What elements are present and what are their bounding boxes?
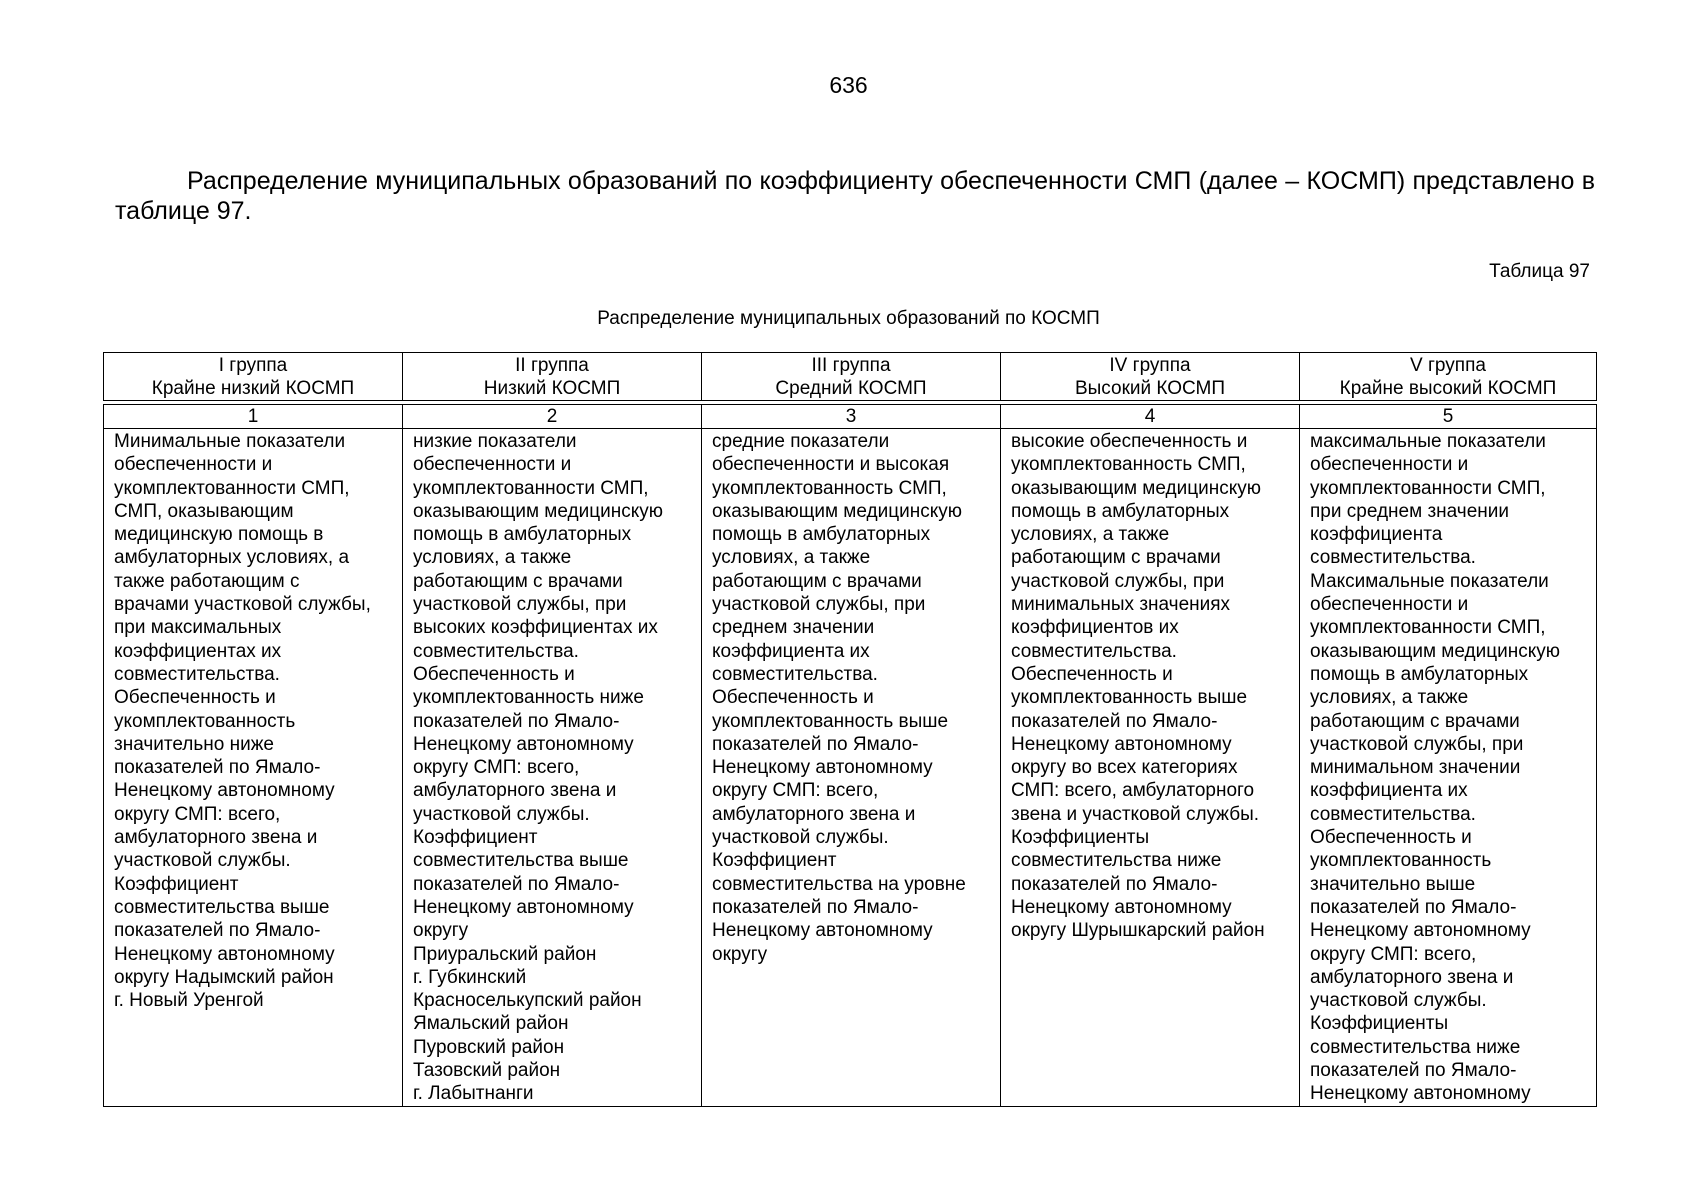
group-level: Низкий КОСМП bbox=[483, 378, 621, 399]
group-level: Средний КОСМП bbox=[775, 378, 927, 399]
column-number-row bbox=[104, 405, 1597, 429]
intro-paragraph bbox=[115, 166, 1595, 226]
group-description: средние показатели обеспеченности и высокая укомплектованность СМП, оказывающим медицинскую помощь в амбулаторных условиях, а также работающим с врачами участковой службы, при среднем значении коэффициента их совместительства. Обеспеченность и укомплектованность выше показателей по Ямало- Ненецкому автономному округу СМП: всего, амбулаторного звена и участковой службы. Коэффициент совместительства на уровне показателей по Ямало- Ненецкому автономному округу bbox=[712, 431, 966, 965]
column-number: 2 bbox=[403, 405, 702, 429]
page-number: 636 bbox=[829, 72, 868, 98]
body-cell-group-2 bbox=[403, 429, 702, 1107]
table-label: Таблица 97 bbox=[1489, 261, 1590, 282]
intro-text: Распределение муниципальных образований по коэффициенту обеспеченности СМП (далее – КОСМП) представлено в таблице 97. bbox=[115, 167, 1595, 225]
distribution-table bbox=[103, 352, 1597, 1107]
header-cell-group-2 bbox=[403, 353, 702, 401]
body-cell-group-1 bbox=[104, 429, 403, 1107]
column-number: 4 bbox=[1001, 405, 1300, 429]
group-name: V группа bbox=[1410, 355, 1486, 376]
table-header-row bbox=[104, 353, 1597, 401]
table-wrapper bbox=[103, 352, 1596, 1107]
header-cell-group-5 bbox=[1300, 353, 1597, 401]
group-description: Минимальные показатели обеспеченности и укомплектованности СМП, СМП, оказывающим медицинскую помощь в амбулаторных условиях, а также работающим с врачами участковой службы, при максимальных коэффициентах их совместительства. Обеспеченность и укомплектованность значительно ниже показателей по Ямало- Ненецкому автономному округу СМП: всего, амбулаторного звена и участковой службы. Коэффициент совместительства выше показателей по Ямало- Ненецкому автономному округу Надымский район г. Новый Уренгой bbox=[114, 431, 371, 1012]
table-body-row bbox=[104, 429, 1597, 1107]
header-cell-group-4 bbox=[1001, 353, 1300, 401]
group-description: низкие показатели обеспеченности и укомплектованности СМП, оказывающим медицинскую помощь в амбулаторных условиях, а также работающим с врачами участковой службы, при высоких коэффициентах их совместительства. Обеспеченность и укомплектованность ниже показателей по Ямало- Ненецкому автономному округу СМП: всего, амбулаторного звена и участковой службы. Коэффициент совместительства выше показателей по Ямало- Ненецкому автономному округу Приуральский район г. Губкинский Красноселькупский район Ямальский район Пуровский район Тазовский район г. Лабытнанги bbox=[413, 431, 663, 1105]
body-cell-group-5 bbox=[1300, 429, 1597, 1107]
header-cell-group-3 bbox=[702, 353, 1001, 401]
header-cell-group-1 bbox=[104, 353, 403, 401]
group-name: III группа bbox=[811, 355, 891, 376]
group-name: II группа bbox=[515, 355, 589, 376]
group-level: Высокий КОСМП bbox=[1074, 378, 1226, 399]
group-description: максимальные показатели обеспеченности и укомплектованности СМП, при среднем значении коэффициента совместительства. Максимальные показатели обеспеченности и укомплектованности СМП, оказывающим медицинскую помощь в амбулаторных условиях, а также работающим с врачами участковой службы, при минимальном значении коэффициента их совместительства. Обеспеченность и укомплектованность значительно выше показателей по Ямало- Ненецкому автономному округу СМП: всего, амбулаторного звена и участковой службы. Коэффициенты совместительства ниже показателей по Ямало- Ненецкому автономному bbox=[1310, 431, 1560, 1105]
column-number: 5 bbox=[1300, 405, 1597, 429]
column-number: 1 bbox=[104, 405, 403, 429]
column-number: 3 bbox=[702, 405, 1001, 429]
body-cell-group-3 bbox=[702, 429, 1001, 1107]
group-name: IV группа bbox=[1109, 355, 1191, 376]
group-level: Крайне высокий КОСМП bbox=[1339, 378, 1557, 399]
table-title: Распределение муниципальных образований по КОСМП bbox=[597, 308, 1100, 329]
group-name: I группа bbox=[218, 355, 288, 376]
group-description: высокие обеспеченность и укомплектованность СМП, оказывающим медицинскую помощь в амбулаторных условиях, а также работающим с врачами участковой службы, при минимальных значениях коэффициентов их совместительства. Обеспеченность и укомплектованность выше показателей по Ямало- Ненецкому автономному округу во всех категориях СМП: всего, амбулаторного звена и участковой службы. Коэффициенты совместительства ниже показателей по Ямало- Ненецкому автономному округу Шурышкарский район bbox=[1011, 431, 1265, 942]
body-cell-group-4 bbox=[1001, 429, 1300, 1107]
group-level: Крайне низкий КОСМП bbox=[151, 378, 355, 399]
